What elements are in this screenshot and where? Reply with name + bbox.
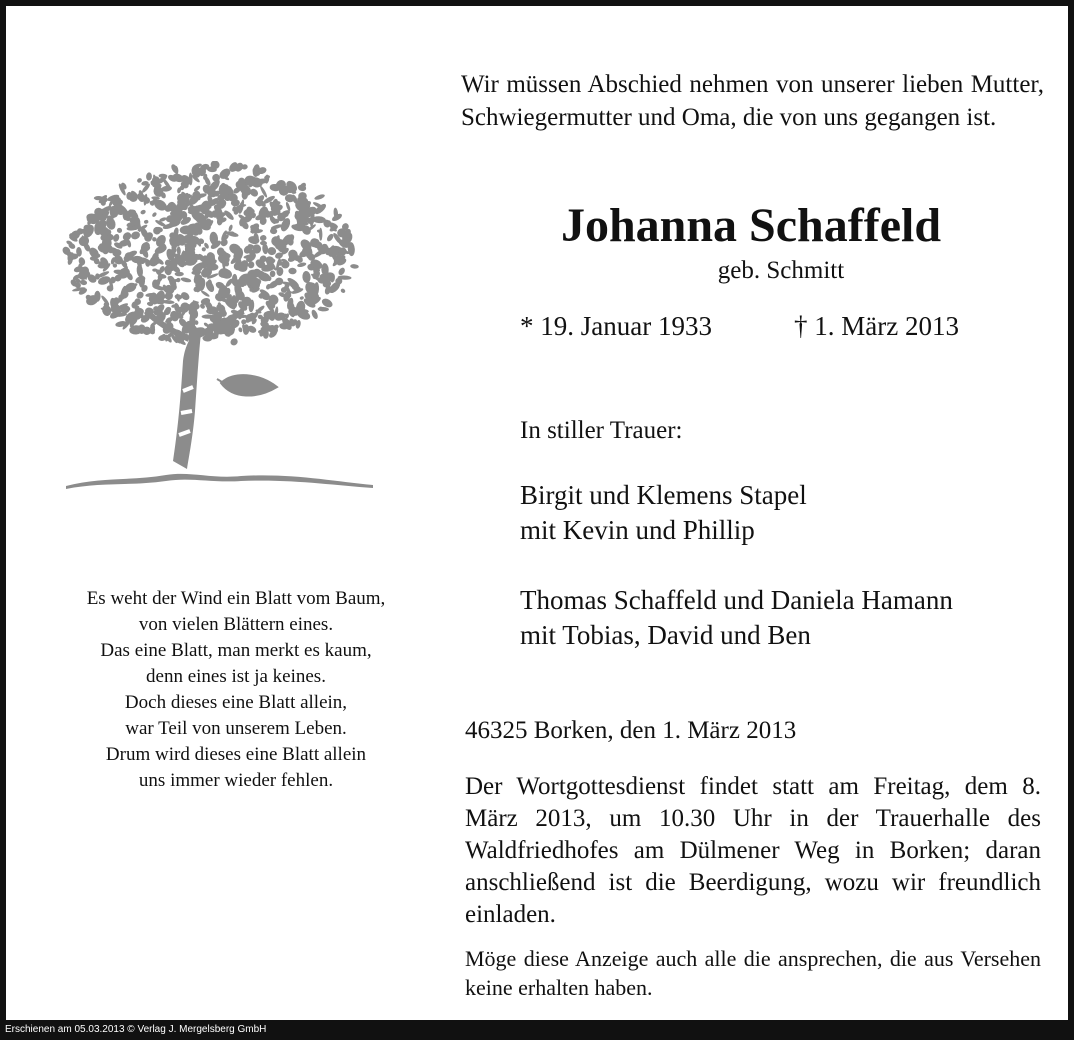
intro-text: Wir müssen Abschied nehmen von unserer lieben Mutter, Schwiegermutter und Oma, die von uns gegangen ist.	[461, 71, 1044, 131]
poem-line: denn eines ist ja keines.	[146, 666, 326, 687]
family-line: mit Tobias, David und Ben	[520, 620, 811, 650]
birth-date: * 19. Januar 1933	[520, 311, 712, 341]
mourning-label: In stiller Trauer:	[520, 417, 683, 444]
falling-leaf-icon	[217, 375, 277, 395]
family-line: Birgit und Klemens Stapel	[520, 480, 807, 510]
poem-line: war Teil von unserem Leben.	[125, 718, 347, 739]
family-group	[520, 583, 953, 653]
family-line: Thomas Schaffeld und Daniela Hamann	[520, 585, 953, 615]
publication-footer: Erschienen am 05.03.2013 © Verlag J. Mergelsberg GmbH	[0, 1020, 1074, 1040]
deceased-name: Johanna Schaffeld	[560, 199, 942, 252]
poem-line: Es weht der Wind ein Blatt vom Baum,	[86, 588, 386, 609]
poem-line: Drum wird dieses eine Blatt allein	[105, 744, 367, 765]
poem-line: Das eine Blatt, man merkt es kaum,	[100, 640, 372, 661]
death-date: † 1. März 2013	[794, 311, 959, 341]
poem-line: uns immer wieder fehlen.	[138, 770, 334, 791]
maiden-name: geb. Schmitt	[717, 257, 845, 284]
poem-line: Doch dieses eine Blatt allein,	[124, 692, 348, 713]
tree-icon	[61, 161, 381, 491]
family-line: mit Kevin und Phillip	[520, 515, 755, 545]
closing-note: Möge diese Anzeige auch alle die ansprechen, die aus Versehen keine erhalten haben.	[465, 946, 1041, 1000]
place-date: 46325 Borken, den 1. März 2013	[465, 717, 797, 744]
service-info: Der Wortgottesdienst findet statt am Freitag, dem 8. März 2013, um 10.30 Uhr in der Trauerhalle des Waldfriedhofes am Dülmener Weg in Borken; daran anschließend ist die Beerdigung, wozu wir freundlich einladen.	[465, 773, 1041, 928]
family-group	[520, 478, 807, 548]
poem-line: von vielen Blättern eines.	[138, 614, 334, 635]
poem	[36, 586, 436, 794]
